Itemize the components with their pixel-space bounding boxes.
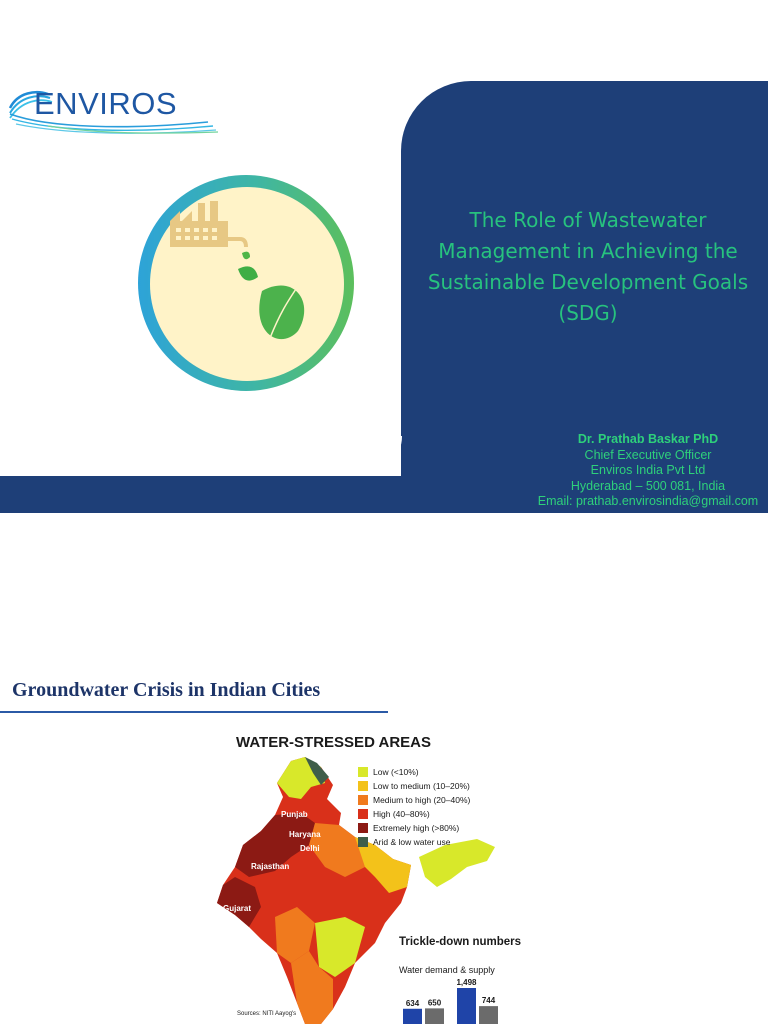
- bar-value-label: 744: [481, 996, 496, 1006]
- panel-corner-curve: [360, 436, 402, 476]
- presentation-title: The Role of Wastewater Management in Achieving the Sustainable Development Goals (SDG): [427, 208, 749, 325]
- title-slide: [0, 0, 768, 513]
- author-address: Hyderabad – 500 081, India: [570, 478, 726, 493]
- bar-s1-c1: [479, 1006, 498, 1024]
- title-underline: [0, 711, 388, 713]
- map-label-delhi: Delhi: [300, 844, 320, 853]
- legend-label-low: Low (<10%): [373, 767, 419, 777]
- map-label-punjab: Punjab: [281, 810, 308, 819]
- author-role: Chief Executive Officer: [584, 447, 712, 462]
- logo-text: ENVIROS: [34, 86, 178, 121]
- slide-title: Groundwater Crisis in Indian Cities: [12, 679, 321, 701]
- map-label-gujarat: Gujarat: [223, 904, 252, 913]
- author-name: Dr. Prathab Baskar PhD: [577, 432, 719, 446]
- bar-s0-c1: [457, 988, 476, 1024]
- figure-heading: WATER-STRESSED AREAS: [236, 734, 432, 751]
- map-label-rajasthan: Rajasthan: [251, 862, 290, 871]
- inset-subtitle: Water demand & supply: [399, 965, 495, 975]
- legend-swatch-low: [358, 767, 368, 777]
- bar-value-label: 650: [427, 998, 442, 1008]
- legend-label-low-medium: Low to medium (10–20%): [373, 781, 470, 791]
- bar-s1-c0: [425, 1008, 444, 1024]
- water-stressed-areas-figure: [205, 727, 522, 1024]
- legend-label-medium-high: Medium to high (20–40%): [373, 795, 471, 805]
- inset-title: Trickle-down numbers: [399, 936, 522, 948]
- author-email: Email: prathab.envirosindia@gmail.com: [537, 494, 759, 508]
- factory-leaf-emblem: [130, 173, 362, 395]
- legend-label-extremely-high: Extremely high (>80%): [373, 823, 460, 833]
- figure-sources: Sources: NITI Aayog's: [237, 1011, 297, 1017]
- bar-s0-c0: [403, 1009, 422, 1024]
- author-company: Enviros India Pvt Ltd: [590, 463, 706, 477]
- legend-swatch-high: [358, 809, 368, 819]
- legend-swatch-medium-high: [358, 795, 368, 805]
- bar-value-label: 634: [405, 998, 420, 1008]
- author-block: [520, 432, 776, 510]
- legend-label-arid: Arid & low water use: [373, 837, 451, 847]
- bar-value-label: 1,498: [456, 978, 477, 987]
- legend-label-high: High (40–80%): [373, 809, 430, 819]
- legend-swatch-low-medium: [358, 781, 368, 791]
- legend-swatch-arid: [358, 837, 368, 847]
- legend-swatch-extremely-high: [358, 823, 368, 833]
- map-label-haryana: Haryana: [289, 830, 321, 839]
